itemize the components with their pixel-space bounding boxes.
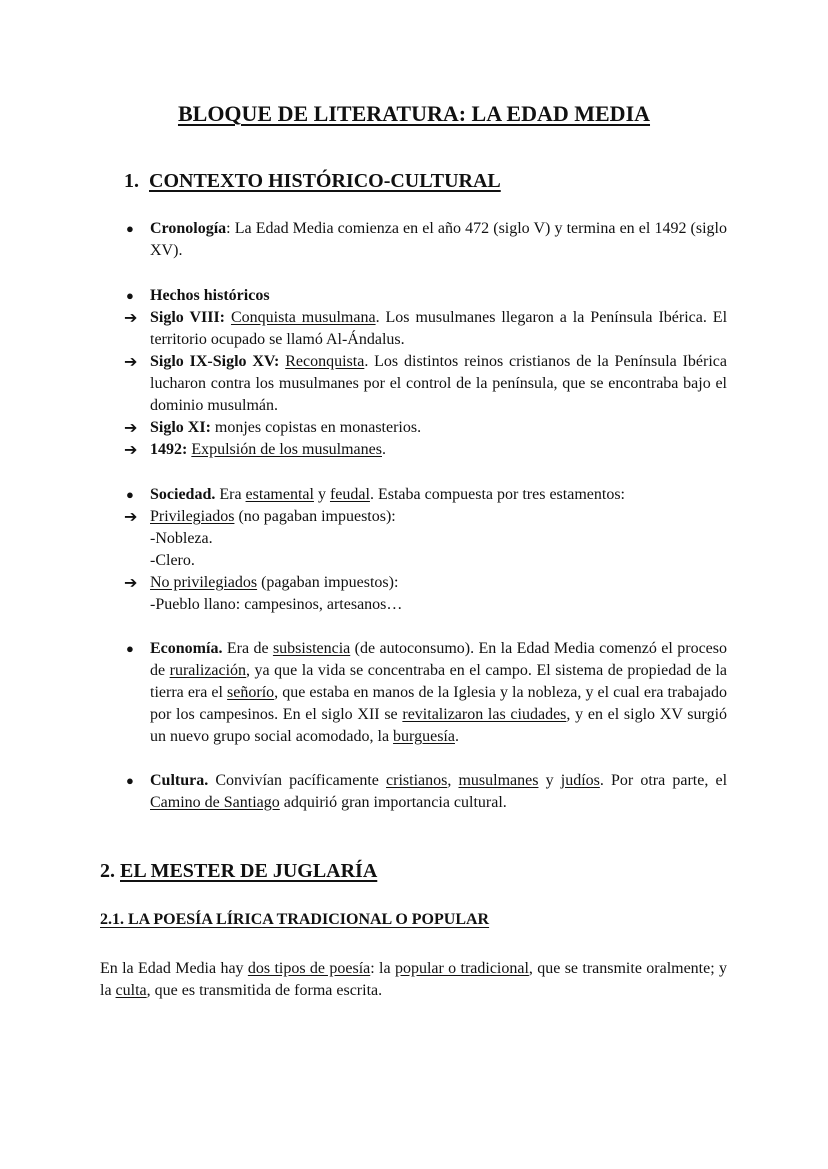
arrow-icon: ➔	[124, 573, 138, 592]
list-item-1492: ➔ 1492: Expulsión de los musulmanes.	[124, 440, 386, 459]
cronologia-block	[0, 218, 828, 262]
economia-block	[0, 638, 828, 748]
bullet-icon: ●	[126, 641, 134, 656]
estamento-clero: -Clero.	[150, 552, 195, 569]
arrow-icon: ➔	[124, 308, 138, 327]
section-1-number: 1.	[124, 170, 139, 192]
list-item-economia: ● Economía. Era de subsistencia (de autoconsumo). En la Edad Media comenzó el proceso de ruralización, ya que la vida se concentraba en el campo. El sistema de propiedad de la tierra era el señorío, que estaba en manos de la Iglesia y la nobleza, y el cual era trabajado por los campesinos. En el siglo XII se revitalizaron las ciudades, y en el siglo XV surgió un nuevo grupo social acomodado, la burguesía.	[126, 640, 728, 745]
hechos-block	[0, 285, 828, 461]
subsection-2-1-heading: 2.1. LA POESÍA LÍRICA TRADICIONAL O POPULAR	[100, 911, 490, 928]
section-1-heading	[124, 168, 501, 194]
arrow-icon: ➔	[124, 440, 138, 459]
document-title: BLOQUE DE LITERATURA: LA EDAD MEDIA	[177, 101, 651, 126]
list-item-siglo-viii: ➔ Siglo VIII: Conquista musulmana. Los musulmanes llegaron a la Península Ibérica. El territorio ocupado se llamó Al-Ándalus.	[124, 308, 728, 348]
arrow-icon: ➔	[124, 507, 138, 526]
section-2-number: 2.	[100, 860, 115, 882]
cultura-block	[0, 770, 828, 814]
list-item-privilegiados: ➔ Privilegiados (no pagaban impuestos):	[124, 507, 396, 526]
sociedad-block	[0, 484, 828, 616]
list-item-sociedad: ● Sociedad. Era estamental y feudal. Estaba compuesta por tres estamentos:	[0, 484, 828, 506]
bullet-icon: ●	[126, 773, 134, 788]
bullet-icon: ●	[126, 288, 134, 303]
section-1-title: CONTEXTO HISTÓRICO-CULTURAL	[149, 170, 501, 192]
section-2-title: EL MESTER DE JUGLARÍA	[120, 860, 378, 882]
list-item-cronologia: ● Cronología: La Edad Media comienza en el año 472 (siglo V) y termina en el 1492 (siglo XV).	[126, 220, 727, 259]
list-item-siglo-ix-xv: ➔ Siglo IX-Siglo XV: Reconquista. Los distintos reinos cristianos de la Península Ibérica lucharon contra los musulmanes por el control de la península, que se encontraba bajo el dominio musulmán.	[124, 352, 728, 414]
bullet-icon: ●	[126, 487, 134, 502]
list-item-siglo-xi: ➔ Siglo XI: monjes copistas en monasterios.	[124, 418, 422, 437]
arrow-icon: ➔	[124, 352, 138, 371]
estamento-nobleza: -Nobleza.	[150, 530, 213, 547]
list-item-no-privilegiados: ➔ No privilegiados (pagaban impuestos):	[124, 573, 399, 592]
section-2-heading	[100, 858, 377, 884]
paragraph-tipos-poesia: En la Edad Media hay dos tipos de poesía: la popular o tradicional, que se transmite oralmente; y la culta, que es transmitida de forma escrita.	[100, 960, 728, 999]
bullet-icon: ●	[126, 221, 134, 236]
list-item-cultura: ● Cultura. Convivían pacíficamente cristianos, musulmanes y judíos. Por otra parte, el Camino de Santiago adquirió gran importancia cultural.	[126, 772, 728, 811]
estamento-pueblo-llano: -Pueblo llano: campesinos, artesanos…	[150, 596, 403, 613]
list-item-hechos: ● Hechos históricos	[0, 285, 828, 307]
arrow-icon: ➔	[124, 418, 138, 437]
